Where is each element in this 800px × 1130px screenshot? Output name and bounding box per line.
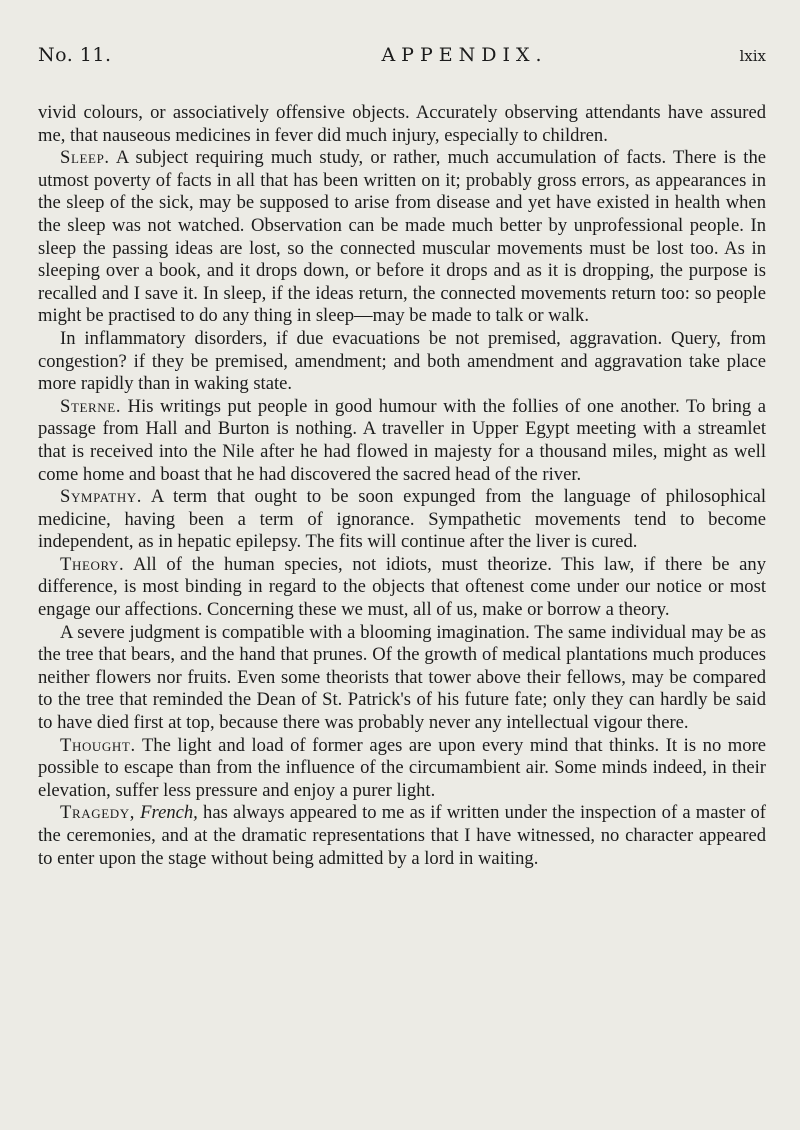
entry-sleep xyxy=(38,147,766,328)
entry-theory xyxy=(38,554,766,622)
entry-sterne xyxy=(38,396,766,486)
paragraph-text: In inflammatory disorders, if due evacuations be not premised, aggravation. Query, from congestion? if they be premised, amendment; and both amendment and aggravation take place more rapidly than in waking state. xyxy=(38,327,766,395)
entry-italic-word: French, xyxy=(140,802,198,824)
paragraph-text: has always appeared to me as if written under the inspection of a master of the ceremonies, and at the dramatic representations that I have witnessed, no character appeared to enter upon the stage without being admitted by a lord in waiting. xyxy=(38,802,766,869)
body-text xyxy=(38,102,766,870)
appendix-number: No. 11. xyxy=(38,44,112,66)
page-title: APPENDIX. xyxy=(381,44,548,66)
entry-sympathy xyxy=(38,486,766,554)
entry-headword: Sympathy. xyxy=(60,486,143,508)
entry-headword: Tragedy, xyxy=(60,802,135,824)
paragraph-judgment xyxy=(38,622,766,735)
paragraph-text: His writings put people in good humour with the follies of one another. To bring a passage from Hall and Burton is nothing. A traveller in Upper Egypt meeting with a streamlet that is received into the Nile after he had flowed in majesty for a thousand miles, might as well come home and boast that he had discovered the sacred head of the river. xyxy=(38,395,766,485)
page-number: lxix xyxy=(739,47,766,65)
paragraph-text: vivid colours, or associatively offensive objects. Accurately observing attendants have assured me, that nauseous medicines in fever did much injury, especially to children. xyxy=(38,102,766,146)
paragraph-text: A term that ought to be soon expunged from the language of philosophical medicine, having been a term of ignorance. Sympathetic movements tend to become independent, as in hepatic epilepsy. The fits will continue after the liver is cured. xyxy=(38,486,766,553)
paragraph-text: A subject requiring much study, or rather, much accumulation of facts. There is the utmost poverty of facts in all that has been written on it; probably gross errors, as appearances in the sleep of the sick, may be supposed to arise from disease and yet have existed in health when the sleep was not watched. Observation can be made much better by unprofessional people. In sleep the passing ideas are lost, so the connected muscular movements must be lost too. As in sleeping over a book, and it drops down, or before it drops and as it is dropping, the purpose is recalled and I save it. In sleep, if the ideas return, the connected movements return too: so people might be practised to do any thing in sleep—may be made to talk or walk. xyxy=(38,147,767,327)
entry-headword: Theory. xyxy=(60,553,125,575)
entry-thought xyxy=(38,735,766,803)
entry-tragedy xyxy=(38,802,766,870)
paragraph-text: A severe judgment is compatible with a blooming imagination. The same individual may be as the tree that bears, and the hand that prunes. Of the growth of medical plantations much produces neither flowers nor fruits. Even some theorists that tower above their fellows, may be compared to the tree that reminded the Dean of St. Patrick's of his future fate; only they can hardly be said to have died first at top, because there was probably never any intellectual vigour there. xyxy=(38,621,766,734)
entry-headword: Sterne. xyxy=(60,395,122,417)
entry-headword: Thought. xyxy=(60,734,136,756)
entry-headword: Sleep. xyxy=(60,147,110,169)
running-head xyxy=(38,44,766,84)
paragraph-text: All of the human species, not idiots, must theorize. This law, if there be any difference, is most binding in regard to the objects that oftenest come under our notice or most engage our affections. Concerning these we must, all of us, make or borrow a theory. xyxy=(38,553,767,621)
paragraph-continuation xyxy=(38,102,766,147)
paragraph-text: The light and load of former ages are upon every mind that thinks. It is no more possible to escape than from the influence of the circumambient air. Some minds indeed, in their elevation, suffer less pressure and enjoy a purer light. xyxy=(38,734,767,801)
paragraph-inflammatory xyxy=(38,328,766,396)
